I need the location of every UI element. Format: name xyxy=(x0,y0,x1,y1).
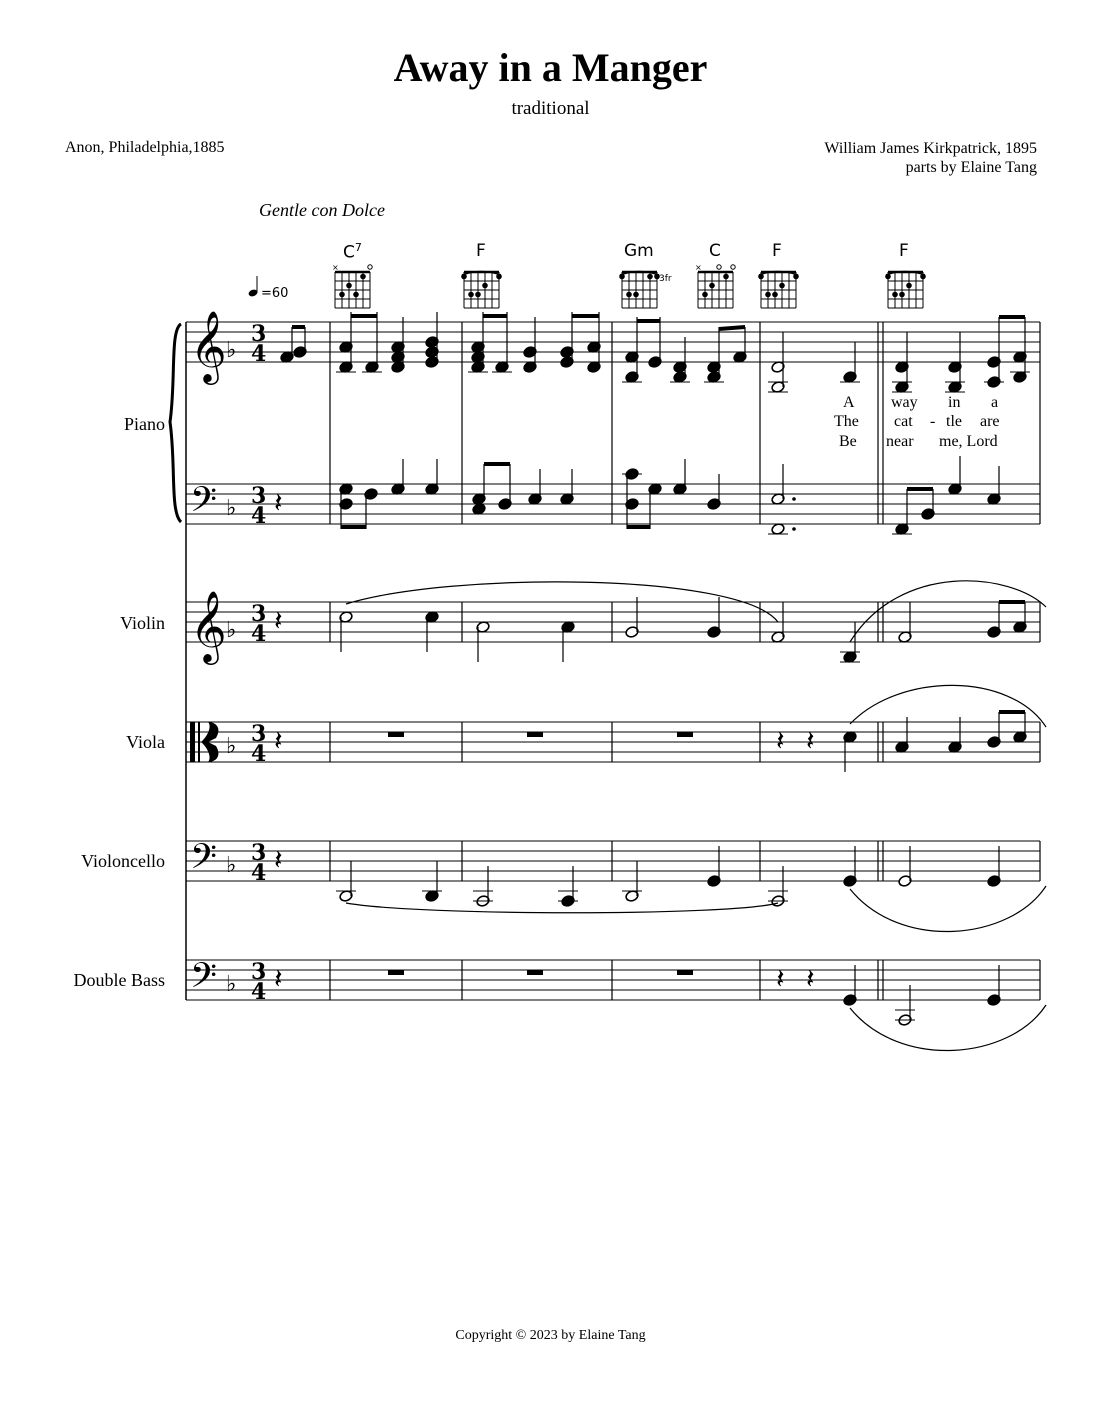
beam xyxy=(999,600,1025,604)
instrument-label-violoncello: Violoncello xyxy=(81,851,165,871)
fret-label: 3fr xyxy=(659,274,672,284)
tempo-value: =60 xyxy=(261,286,289,301)
time-sig-top: 3 xyxy=(251,483,267,509)
beam xyxy=(572,314,599,318)
quarter-rest: 𝄽 xyxy=(274,486,283,519)
finger-dot xyxy=(702,292,708,298)
finger-dot xyxy=(723,274,729,280)
quarter-rest: 𝄽 xyxy=(776,962,785,995)
beam xyxy=(483,314,507,318)
finger-dot xyxy=(906,283,912,289)
finger-dot xyxy=(360,274,366,280)
time-sig-bottom: 4 xyxy=(251,503,267,529)
key-flat: ♭ xyxy=(226,618,237,643)
beam xyxy=(999,710,1025,714)
lyric-syllable: a xyxy=(991,394,999,411)
whole-rest xyxy=(527,732,543,737)
arranger: parts by Elaine Tang xyxy=(905,159,1037,176)
finger-dot xyxy=(475,292,481,298)
whole-rest xyxy=(388,732,404,737)
finger-dot xyxy=(468,292,474,298)
bass-clef: 𝄢 xyxy=(190,479,218,528)
beam xyxy=(484,462,510,466)
open-string xyxy=(368,265,372,269)
quarter-rest: 𝄽 xyxy=(806,962,815,995)
muted-string: × xyxy=(332,263,339,272)
slur xyxy=(850,581,1046,642)
quarter-rest: 𝄽 xyxy=(274,962,283,995)
chord-name: $C^7$ xyxy=(343,241,362,263)
finger-dot xyxy=(353,292,359,298)
copyright: Copyright © 2023 by Elaine Tang xyxy=(455,1328,646,1343)
bass-clef: 𝄢 xyxy=(190,955,218,1004)
slur xyxy=(850,685,1046,727)
finger-dot xyxy=(892,292,898,298)
lyric-syllable: way xyxy=(891,394,918,411)
instrument-label-violin: Violin xyxy=(120,613,165,633)
quarter-rest: 𝄽 xyxy=(274,724,283,757)
alto-clef xyxy=(190,722,195,762)
slur xyxy=(850,886,1046,932)
chord-diagram xyxy=(332,263,372,308)
lyric-syllable: near xyxy=(886,433,914,450)
chord-name: F xyxy=(899,241,909,261)
quarter-rest: 𝄽 xyxy=(274,843,283,876)
time-sig-top: 3 xyxy=(251,601,267,627)
beam xyxy=(637,319,660,323)
finger-dot xyxy=(772,292,778,298)
chord-name: C xyxy=(709,241,721,261)
open-string xyxy=(717,265,721,269)
slur xyxy=(850,1005,1046,1051)
note-head xyxy=(472,503,486,516)
time-sig-top: 3 xyxy=(251,321,267,347)
key-flat: ♭ xyxy=(226,734,237,759)
finger-dot xyxy=(626,292,632,298)
whole-rest xyxy=(527,970,543,975)
chord-name: F xyxy=(772,241,782,261)
chord-diagram xyxy=(619,272,672,308)
key-flat: ♭ xyxy=(226,338,237,363)
chord-name: Gm xyxy=(624,241,654,261)
time-sig-top: 3 xyxy=(251,959,267,985)
beam xyxy=(351,314,377,318)
lyric-syllable: in xyxy=(948,394,961,411)
muted-string: × xyxy=(695,263,702,272)
slur xyxy=(346,903,778,913)
piano-brace xyxy=(170,324,181,522)
finger-dot xyxy=(482,283,488,289)
whole-rest xyxy=(388,970,404,975)
quarter-rest: 𝄽 xyxy=(806,724,815,757)
treble-clef: 𝄞 xyxy=(190,589,227,662)
chord-diagram xyxy=(885,272,926,308)
quarter-rest: 𝄽 xyxy=(776,724,785,757)
finger-dot xyxy=(899,292,905,298)
composer-name: William James Kirkpatrick, 1895 xyxy=(824,140,1037,157)
open-string xyxy=(731,265,735,269)
time-sig-bottom: 4 xyxy=(251,860,267,886)
finger-dot xyxy=(633,292,639,298)
quarter-rest: 𝄽 xyxy=(274,604,283,637)
beam xyxy=(719,325,745,331)
dot xyxy=(792,497,796,501)
key-flat: ♭ xyxy=(226,496,237,521)
bass-clef: 𝄢 xyxy=(190,836,218,885)
lyric-syllable: me, Lord xyxy=(939,433,998,450)
beam xyxy=(627,525,650,529)
expression-marking: Gentle con Dolce xyxy=(259,200,385,220)
beam xyxy=(999,315,1025,319)
chord-diagram xyxy=(461,272,502,308)
lyric-syllable: tle xyxy=(946,413,962,430)
lyric-syllable: Be xyxy=(839,433,857,450)
chord-diagram xyxy=(758,272,799,308)
lyric-hyphen: - xyxy=(930,413,936,430)
chord-name: F xyxy=(476,241,486,261)
key-flat: ♭ xyxy=(226,853,237,878)
finger-dot xyxy=(709,283,715,289)
time-sig-bottom: 4 xyxy=(251,741,267,767)
time-sig-bottom: 4 xyxy=(251,979,267,1005)
note-head xyxy=(771,523,785,536)
time-sig-bottom: 4 xyxy=(251,621,267,647)
finger-dot xyxy=(346,283,352,289)
beam xyxy=(907,487,933,491)
beam xyxy=(292,325,305,329)
beam xyxy=(341,525,366,529)
lyric-syllable: The xyxy=(834,413,859,430)
finger-dot xyxy=(779,283,785,289)
lyric-syllable: A xyxy=(843,394,855,411)
lyric-syllable: cat xyxy=(894,413,913,430)
finger-dot xyxy=(765,292,771,298)
finger-dot xyxy=(339,292,345,298)
time-sig-top: 3 xyxy=(251,721,267,747)
instrument-label-piano: Piano xyxy=(123,414,165,434)
whole-rest xyxy=(677,970,693,975)
poet: Anon, Philadelphia,1885 xyxy=(65,139,225,156)
key-flat: ♭ xyxy=(226,972,237,997)
time-sig-top: 3 xyxy=(251,840,267,866)
treble-clef: 𝄞 xyxy=(190,309,227,382)
page-title: Away in a Manger xyxy=(393,45,708,90)
instrument-label-viola: Viola xyxy=(126,732,165,752)
page-subtitle: traditional xyxy=(511,98,590,119)
whole-rest xyxy=(677,732,693,737)
time-sig-bottom: 4 xyxy=(251,341,267,367)
instrument-label-double-bass: Double Bass xyxy=(73,970,165,990)
finger-dot xyxy=(647,274,653,280)
chord-diagram xyxy=(695,263,735,308)
lyric-syllable: are xyxy=(980,413,1000,430)
dot xyxy=(792,527,796,531)
alto-clef xyxy=(198,722,200,762)
